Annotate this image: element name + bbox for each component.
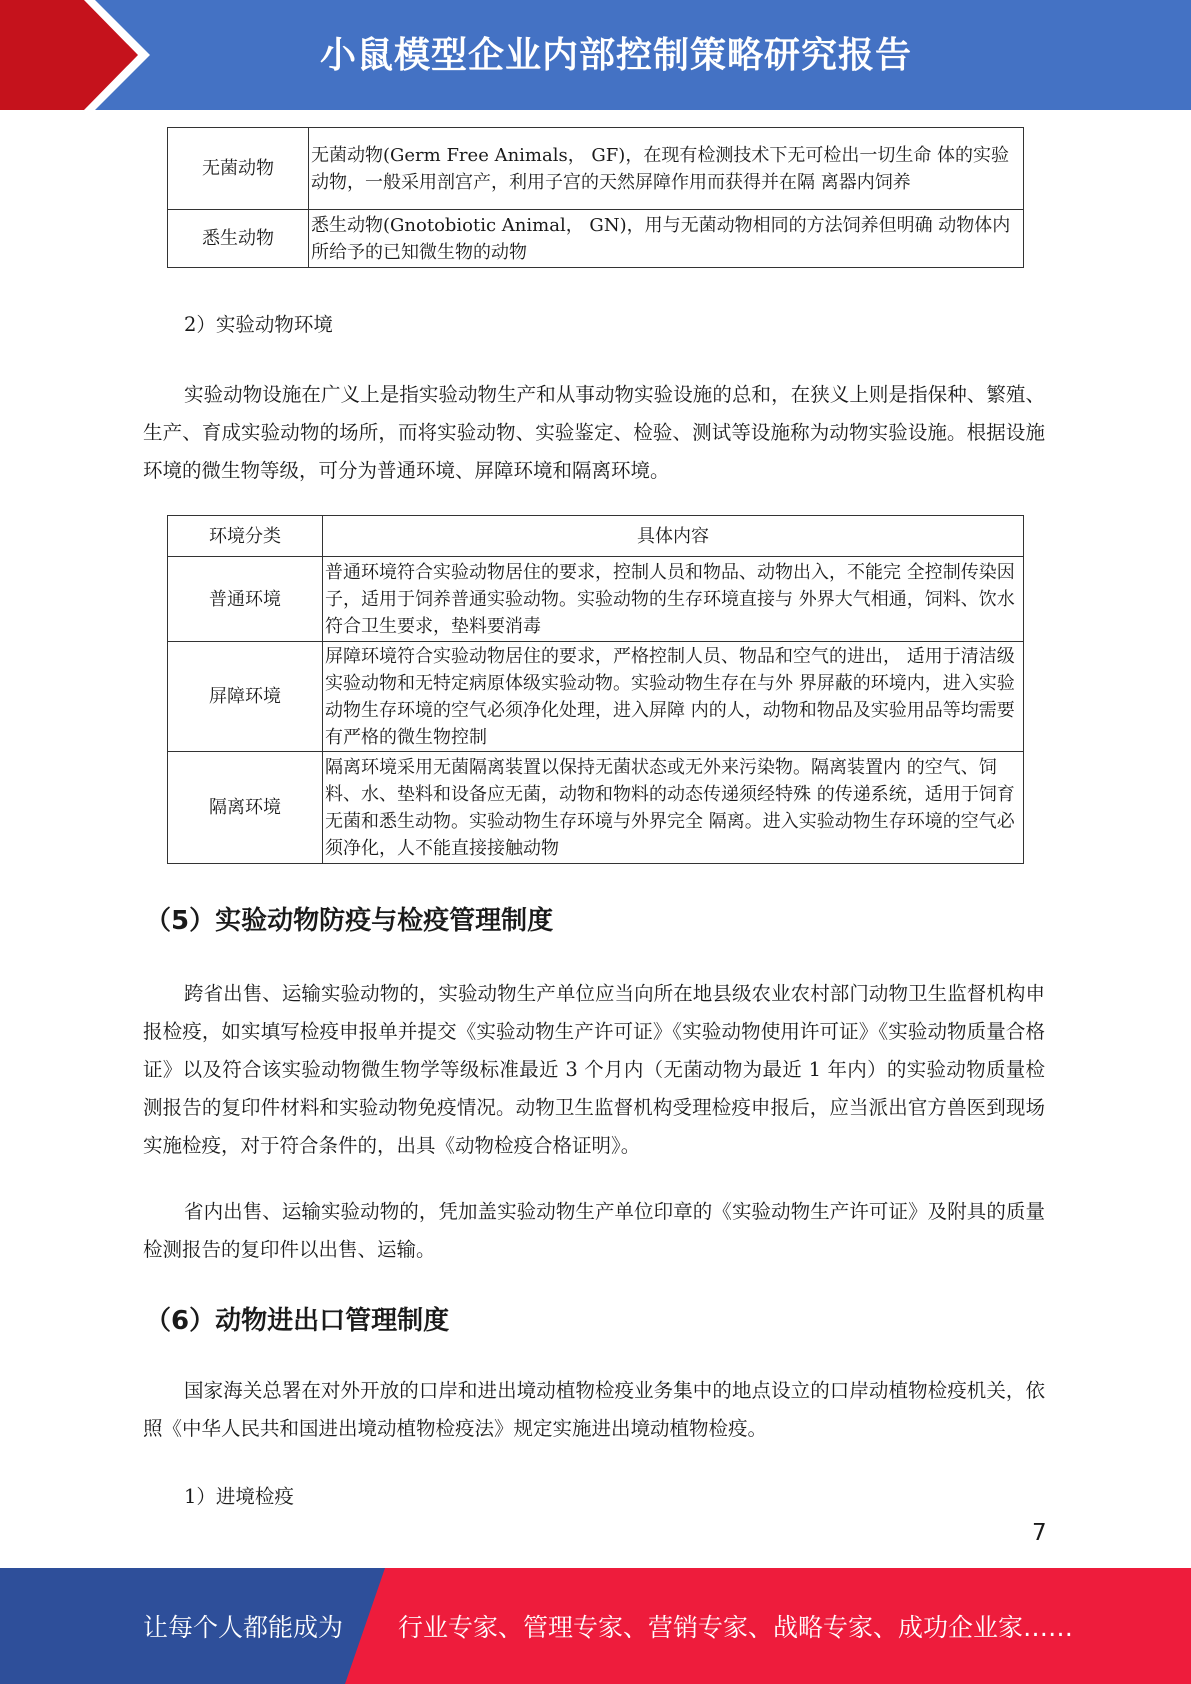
table-cell-content: 屏障环境符合实验动物居住的要求，严格控制人员、物品和空气的进出， 适用于清洁级实验动物和无特定病原体级实验动物。实验动物生存在与外 界屏蔽的环境内，进入实验动物生存环境的空气必须净化处理，进入屏障 内的人，动物和物品及实验用品等均需要有严格的微生物控制 bbox=[323, 642, 1024, 752]
animal-class-table bbox=[167, 127, 1024, 268]
subsection-title-entry-quarantine: 1）进境检疫 bbox=[184, 1485, 294, 1508]
page-number: 7 bbox=[1032, 1520, 1047, 1546]
section-heading-import-export: （6）动物进出口管理制度 bbox=[145, 1306, 450, 1336]
header-title: 小鼠模型企业内部控制策略研究报告 bbox=[320, 35, 913, 76]
paragraph-import-export: 国家海关总署在对外开放的口岸和进出境动植物检疫业务集中的地点设立的口岸动植物检疫机关，依照《中华人民共和国进出境动植物检疫法》规定实施进出境动植物检疫。 bbox=[143, 1379, 1045, 1440]
section-heading-quarantine: （5）实验动物防疫与检疫管理制度 bbox=[145, 906, 554, 936]
table-header-row bbox=[168, 516, 1024, 557]
page-header bbox=[0, 0, 1191, 110]
environment-table bbox=[167, 515, 1024, 864]
header-red-arrow-icon bbox=[0, 0, 150, 110]
footer-slogan-left: 让每个人都能成为 bbox=[143, 1613, 344, 1642]
table-row bbox=[168, 752, 1024, 864]
table-cell-content: 悉生动物(Gnotobiotic Animal， GN)，用与无菌动物相同的方法饲养但明确 动物体内所给予的已知微生物的动物 bbox=[309, 210, 1024, 268]
paragraph-quarantine-provincial: 省内出售、运输实验动物的，凭加盖实验动物生产单位印章的《实验动物生产许可证》及附具的质量检测报告的复印件以出售、运输。 bbox=[143, 1200, 1045, 1261]
table-header-content: 具体内容 bbox=[323, 516, 1024, 557]
paragraph-environment: 实验动物设施在广义上是指实验动物生产和从事动物实验设施的总和，在狭义上则是指保种、繁殖、生产、育成实验动物的场所，而将实验动物、实验鉴定、检验、测试等设施称为动物实验设施。根据设施环境的微生物等级，可分为普通环境、屏障环境和隔离环境。 bbox=[143, 383, 1045, 482]
table-row bbox=[168, 557, 1024, 642]
table-row bbox=[168, 642, 1024, 752]
page-footer bbox=[0, 1568, 1191, 1684]
paragraph-quarantine-interprovincial: 跨省出售、运输实验动物的，实验动物生产单位应当向所在地县级农业农村部门动物卫生监督机构申报检疫，如实填写检疫申报单并提交《实验动物生产许可证》《实验动物使用许可证》《实验动物质量合格证》以及符合该实验动物微生物学等级标准最近 3 个月内（无菌动物为最近 1 年内）的实验动物质量检测报告的复印件材料和实验动物免疫情况。动物卫生监督机构受理检疫申报后，应当派出官方兽医到现场实施检疫，对于符合条件的，出具《动物检疫合格证明》。 bbox=[143, 982, 1045, 1157]
table-cell-content: 无菌动物(Germ Free Animals， GF)，在现有检测技术下无可检出一切生命 体的实验动物，一般采用剖宫产，利用子宫的天然屏障作用而获得并在隔 离器内饲养 bbox=[309, 128, 1024, 210]
table-cell-content: 普通环境符合实验动物居住的要求，控制人员和物品、动物出入，不能完 全控制传染因子，适用于饲养普通实验动物。实验动物的生存环境直接与 外界大气相通，饲料、饮水符合卫生要求，垫料要消毒 bbox=[323, 557, 1024, 642]
footer-slogan-right: 行业专家、管理专家、营销专家、战略专家、成功企业家…… bbox=[398, 1613, 1074, 1642]
table-cell-content: 隔离环境采用无菌隔离装置以保持无菌状态或无外来污染物。隔离装置内 的空气、饲料、水、垫料和设备应无菌，动物和物料的动态传递须经特殊 的传递系统，适用于饲育无菌和悉生动物。实验动物生存环境与外界完全 隔离。进入实验动物生存环境的空气必须净化，人不能直接接触动物 bbox=[323, 752, 1024, 864]
table-cell-category: 屏障环境 bbox=[168, 642, 323, 752]
table-row bbox=[168, 210, 1024, 268]
table-row bbox=[168, 128, 1024, 210]
table-cell-category: 隔离环境 bbox=[168, 752, 323, 864]
table-header-category: 环境分类 bbox=[168, 516, 323, 557]
table-cell-category: 普通环境 bbox=[168, 557, 323, 642]
table-cell-category: 悉生动物 bbox=[168, 210, 309, 268]
table-cell-category: 无菌动物 bbox=[168, 128, 309, 210]
subsection-title-environment: 2）实验动物环境 bbox=[184, 313, 333, 336]
